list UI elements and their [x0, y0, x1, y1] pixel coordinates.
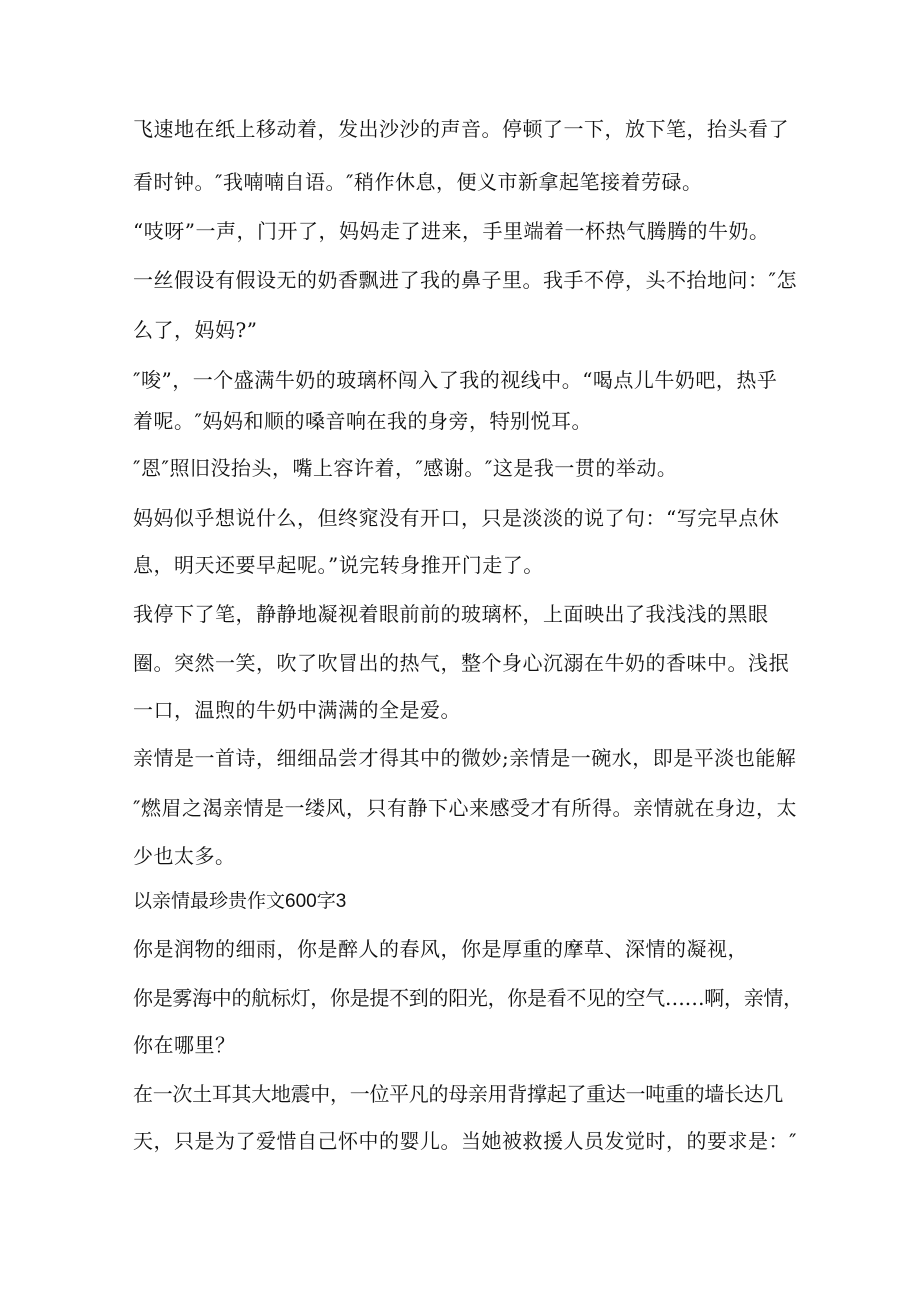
text-line: 少也太多。 — [133, 844, 236, 868]
text-line: 圈。突然一笑，吹了吹冒出的热气，整个身心沉溺在牛奶的香味中。浅抿 — [133, 651, 789, 675]
text-line: ″唆”，一个盛满牛奶的玻璃杯闯入了我的视线中。“喝点儿牛奶吧，热乎 — [133, 368, 778, 392]
text-line: 一口，温煦的牛奶中满满的全是爱。 — [133, 698, 461, 722]
text-line: 你是润物的细雨，你是醉人的春风，你是厚重的摩草、深情的凝视， — [133, 937, 748, 961]
text-line: 么了，妈妈?” — [133, 318, 258, 342]
text-line: 我停下了笔，静静地凝视着眼前前的玻璃杯，上面映出了我浅浅的黑眼 — [133, 602, 769, 626]
section-heading: 以亲情最珍贵作文600字3 — [133, 891, 347, 912]
text-line: 息，明天还要早起呢。”说完转身推开门走了。 — [133, 553, 544, 577]
text-line: 亲情是一首诗，细细品尝才得其中的微妙;亲情是一碗水，即是平淡也能解 — [133, 746, 797, 770]
text-line: ″燃眉之渴亲情是一缕风，只有静下心来感受才有所得。亲情就在身边，太 — [133, 796, 797, 820]
text-line: 你在哪里？ — [133, 1033, 236, 1057]
text-line: 着呢。″妈妈和顺的嗓音响在我的身旁，特别悦耳。 — [133, 409, 592, 433]
text-line: 妈妈似乎想说什么，但终窕没有开口，只是淡淡的说了句：“写完早点休 — [133, 506, 780, 530]
text-line: 你是雾海中的航标灯，你是提不到的阳光，你是看不见的空气……啊，亲情， — [133, 986, 803, 1010]
text-line: ″恩″照旧没抬头，嘴上容许着，″感谢。″这是我一贯的举动。 — [133, 456, 678, 480]
text-line: 看时钟。″我喃喃自语。″稍作休息，便义市新拿起笔接着劳碌。 — [133, 170, 703, 194]
text-line: “吱呀”一声，门开了，妈妈走了进来，手里端着一杯热气腾腾的牛奶。 — [133, 219, 770, 243]
text-line: 飞速地在纸上移动着，发出沙沙的声音。停顿了一下，放下笔，抬头看了 — [133, 117, 789, 141]
text-line: 一丝假设有假设无的奶香飘进了我的鼻子里。我手不停，头不抬地问：″怎 — [133, 268, 797, 292]
text-line: 天，只是为了爱惜自己怀中的婴儿。当她被救援人员发觉时，的要求是：″ — [133, 1129, 797, 1153]
text-line: 在一次土耳其大地震中，一位平凡的母亲用背撑起了重达一吨重的墙长达几 — [133, 1082, 784, 1106]
